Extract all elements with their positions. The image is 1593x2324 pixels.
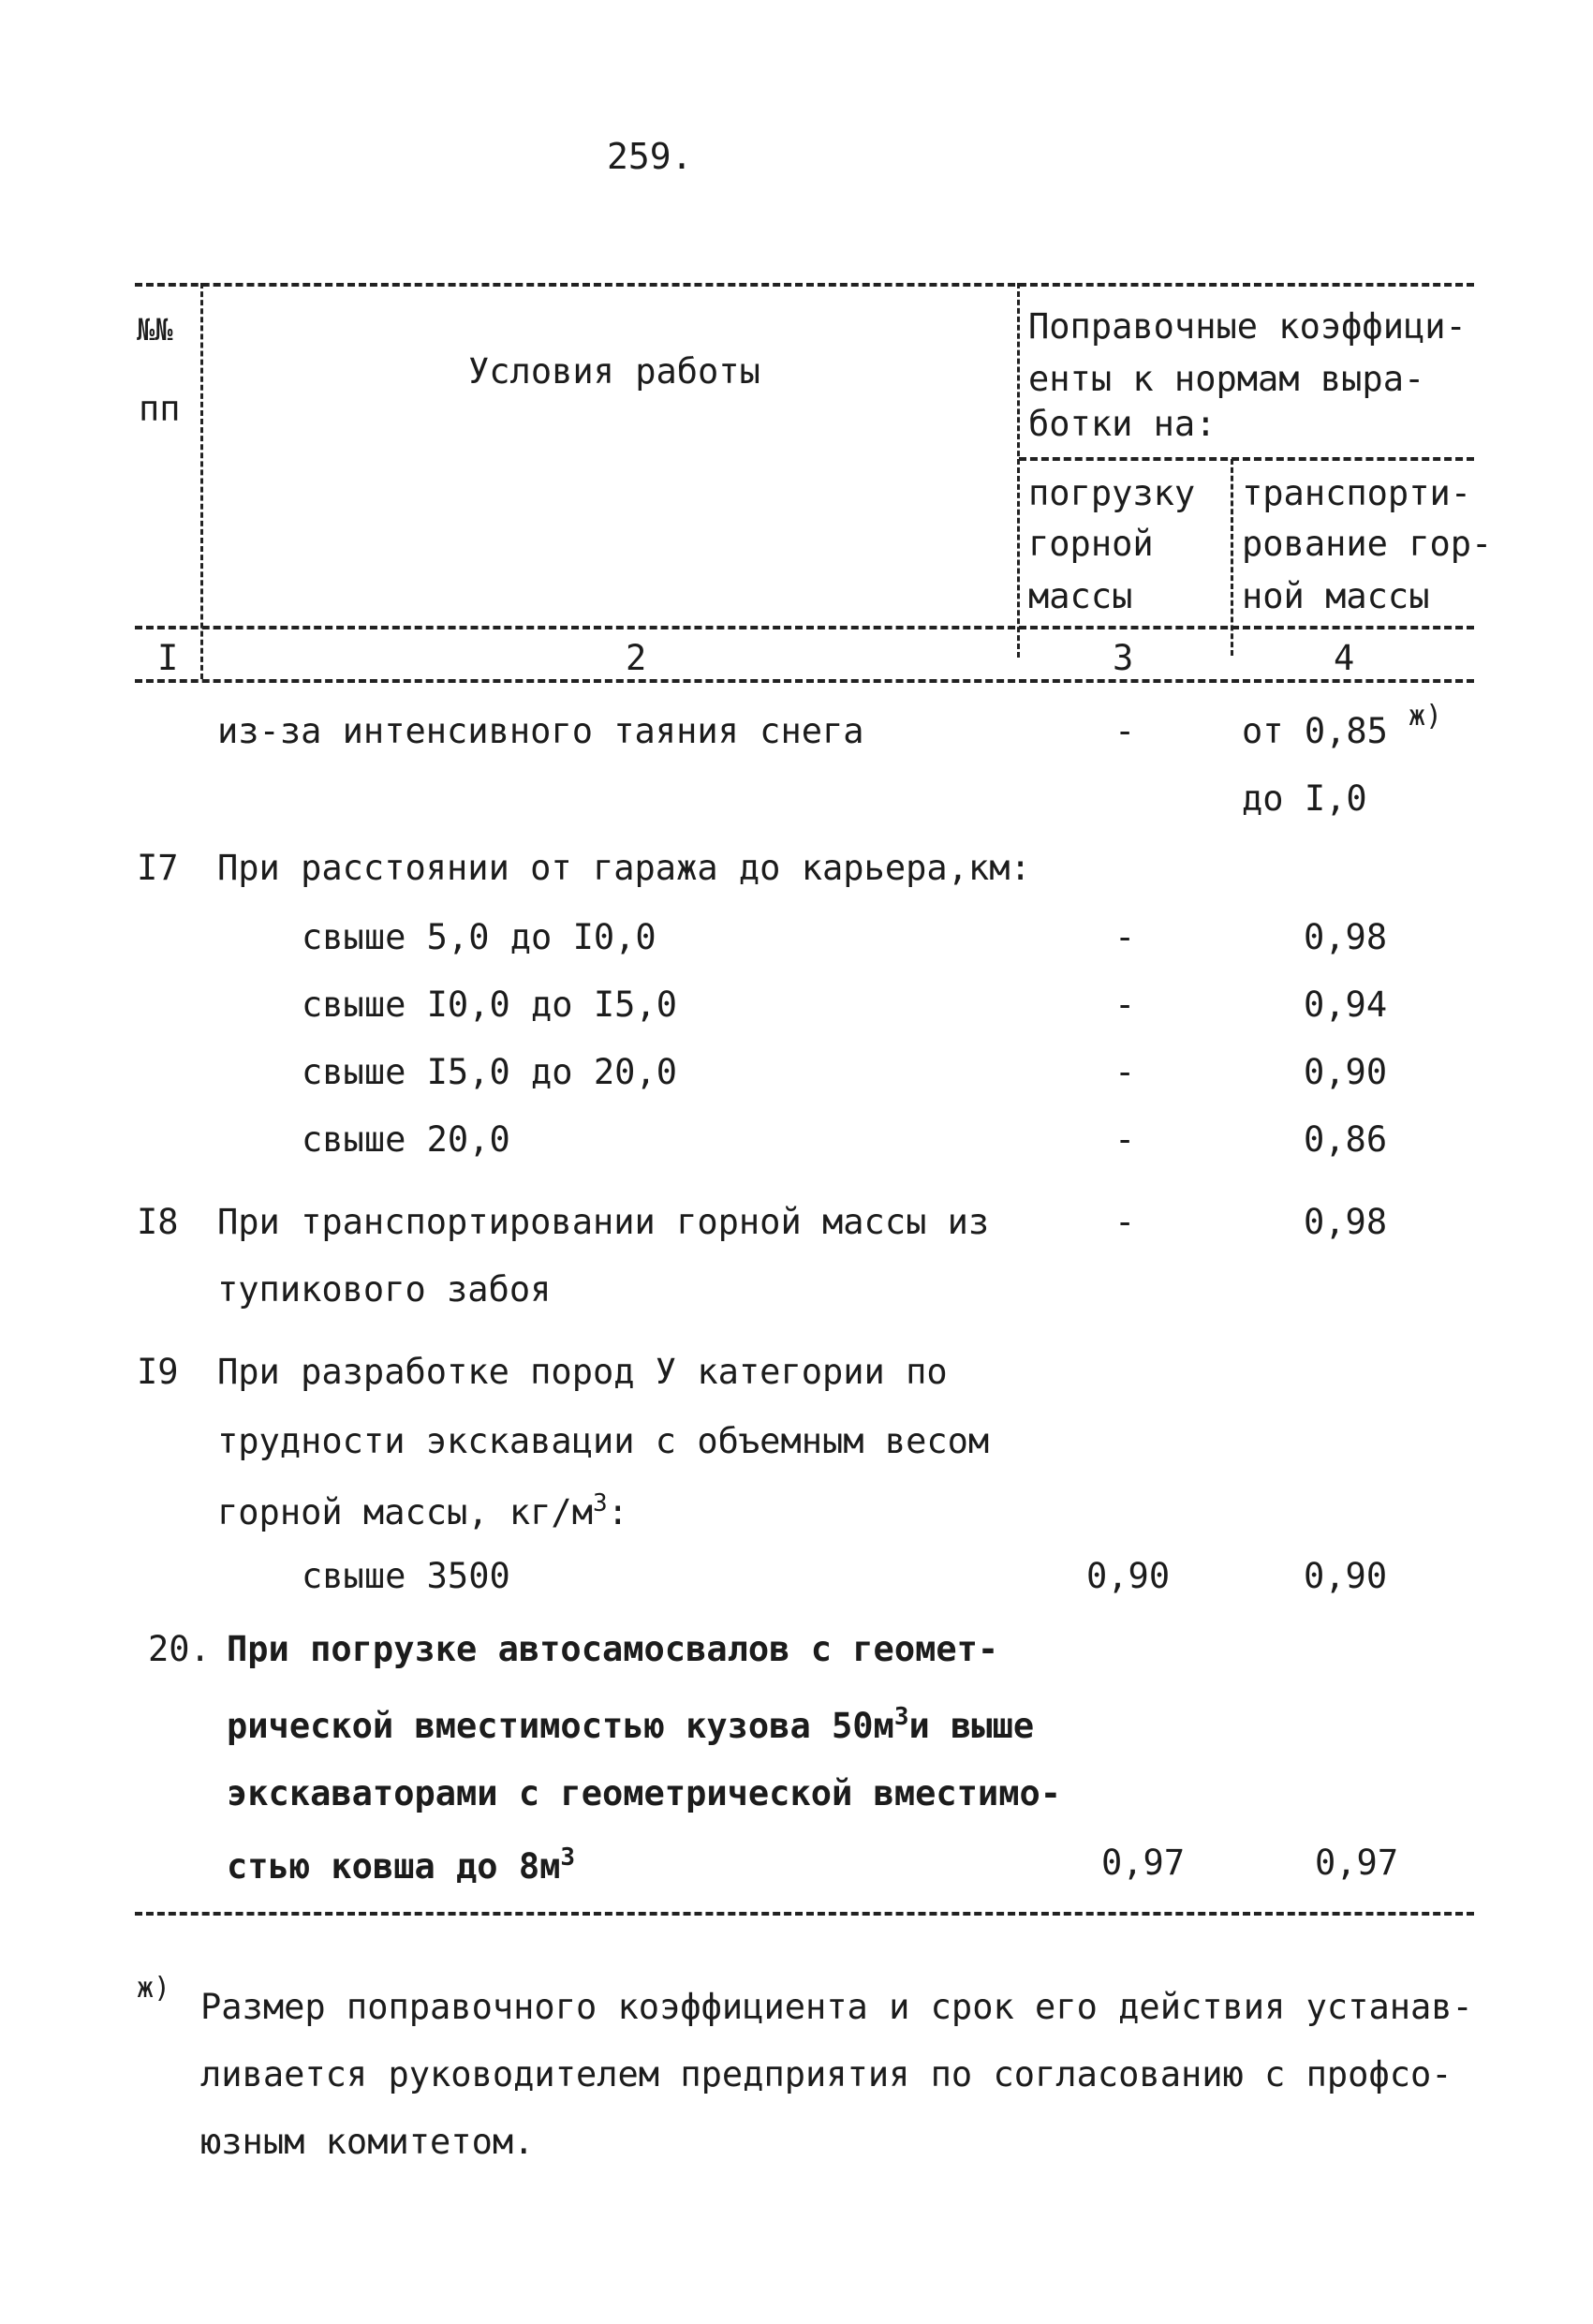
row16-text: из-за интенсивного таяния снега [217, 711, 864, 751]
row17-item4-col4: 0,86 [1304, 1119, 1388, 1160]
row16-col4-line1: от 0,85 [1242, 711, 1388, 751]
column-number-2: 2 [626, 638, 647, 678]
row19-line3-text: горной массы, кг/м [217, 1492, 593, 1532]
row16-footnote-mark: ж) [1409, 700, 1443, 733]
row19-col3: 0,90 [1086, 1556, 1171, 1596]
row17-number: I7 [137, 848, 179, 888]
header-col4-line1: транспорти- [1242, 473, 1472, 513]
row17-item4-col3: - [1114, 1119, 1136, 1160]
row20-col4: 0,97 [1315, 1843, 1399, 1883]
header-col3-line3: массы [1028, 576, 1133, 616]
page-number: 259. [607, 136, 693, 177]
footnote-line1: Размер поправочного коэффициента и срок его действия устанав- [200, 1987, 1473, 2027]
footnote-line2: ливается руководителем предприятия по согласованию с профсо- [200, 2054, 1453, 2095]
row20-line4-superscript: 3 [560, 1843, 576, 1872]
header-group-line1: Поправочные коэффици- [1028, 306, 1467, 347]
row20-line4 [227, 1843, 576, 1887]
row17-item1-label: свыше 5,0 до I0,0 [302, 917, 656, 957]
footnote-mark: ж) [137, 1972, 171, 2005]
row19-line3-superscript: 3 [592, 1489, 608, 1517]
row20-number: 20. [148, 1629, 211, 1669]
header-col-divider-1 [200, 283, 203, 679]
header-col1-line1: №№ [137, 312, 173, 348]
row17-item3-col4: 0,90 [1304, 1052, 1388, 1092]
header-group-line3: ботки на: [1028, 404, 1217, 444]
header-col1-line2: пп [139, 389, 181, 429]
row19-number: I9 [137, 1352, 179, 1392]
header-col3-line2: горной [1028, 524, 1154, 564]
header-bottom-rule [135, 626, 1474, 629]
row20-line2-text: рической вместимостью кузова 50м [227, 1706, 894, 1746]
row16-col4-line2: до I,0 [1242, 778, 1367, 819]
row19-col4: 0,90 [1304, 1556, 1388, 1596]
header-col-divider-2 [1017, 283, 1020, 658]
row17-item2-col4: 0,94 [1304, 984, 1388, 1025]
row17-title: При расстоянии от гаража до карьера,км: [217, 848, 1031, 888]
table-bottom-rule [135, 1912, 1474, 1916]
row18-col3: - [1114, 1202, 1136, 1242]
row20-line1: При погрузке автосамосвалов с геомет- [227, 1629, 999, 1669]
header-col3-line1: погрузку [1028, 473, 1196, 513]
row17-item3-label: свыше I5,0 до 20,0 [302, 1052, 677, 1092]
row19-line2: трудности экскавации с объемным весом [217, 1421, 990, 1461]
row19-line3 [217, 1491, 628, 1530]
row17-item4-label: свыше 20,0 [302, 1119, 510, 1160]
header-col4-line3: ной массы [1242, 576, 1430, 616]
row19-line1: При разработке пород У категории по [217, 1352, 948, 1392]
row17-item2-label: свыше I0,0 до I5,0 [302, 984, 677, 1025]
column-number-3: 3 [1113, 638, 1134, 678]
row20-line2-superscript: 3 [893, 1703, 909, 1731]
header-group-line2: енты к нормам выра- [1028, 359, 1425, 399]
row20-line3: экскаваторами с геометрической вместимо- [227, 1773, 1062, 1813]
row20-line4-text: стью ковша до 8м [227, 1846, 561, 1887]
header-subdivider-rule [1019, 457, 1474, 461]
numbers-bottom-rule [135, 679, 1474, 683]
row20-line2-end: и выше [908, 1706, 1035, 1746]
row17-item1-col3: - [1114, 917, 1136, 957]
column-number-4: 4 [1334, 638, 1355, 678]
table-top-rule [135, 283, 1474, 287]
header-col-divider-3 [1231, 459, 1233, 656]
row19-item-label: свыше 3500 [302, 1556, 510, 1596]
row20-line2 [227, 1703, 1035, 1746]
row18-line1: При транспортировании горной массы из [217, 1202, 990, 1242]
footnote-line3: юзным комитетом. [200, 2122, 535, 2162]
row19-line3-end: : [607, 1492, 628, 1532]
row17-item2-col3: - [1114, 984, 1136, 1025]
header-col4-line2: рование гор- [1242, 524, 1493, 564]
header-col2: Условия работы [468, 351, 760, 392]
row18-col4: 0,98 [1304, 1202, 1388, 1242]
row18-number: I8 [137, 1202, 179, 1242]
row18-line2: тупикового забоя [217, 1269, 552, 1310]
row20-col3: 0,97 [1101, 1843, 1186, 1883]
row16-col3: - [1114, 711, 1136, 751]
row17-item3-col3: - [1114, 1052, 1136, 1092]
column-number-1: I [157, 638, 179, 678]
row17-item1-col4: 0,98 [1304, 917, 1388, 957]
